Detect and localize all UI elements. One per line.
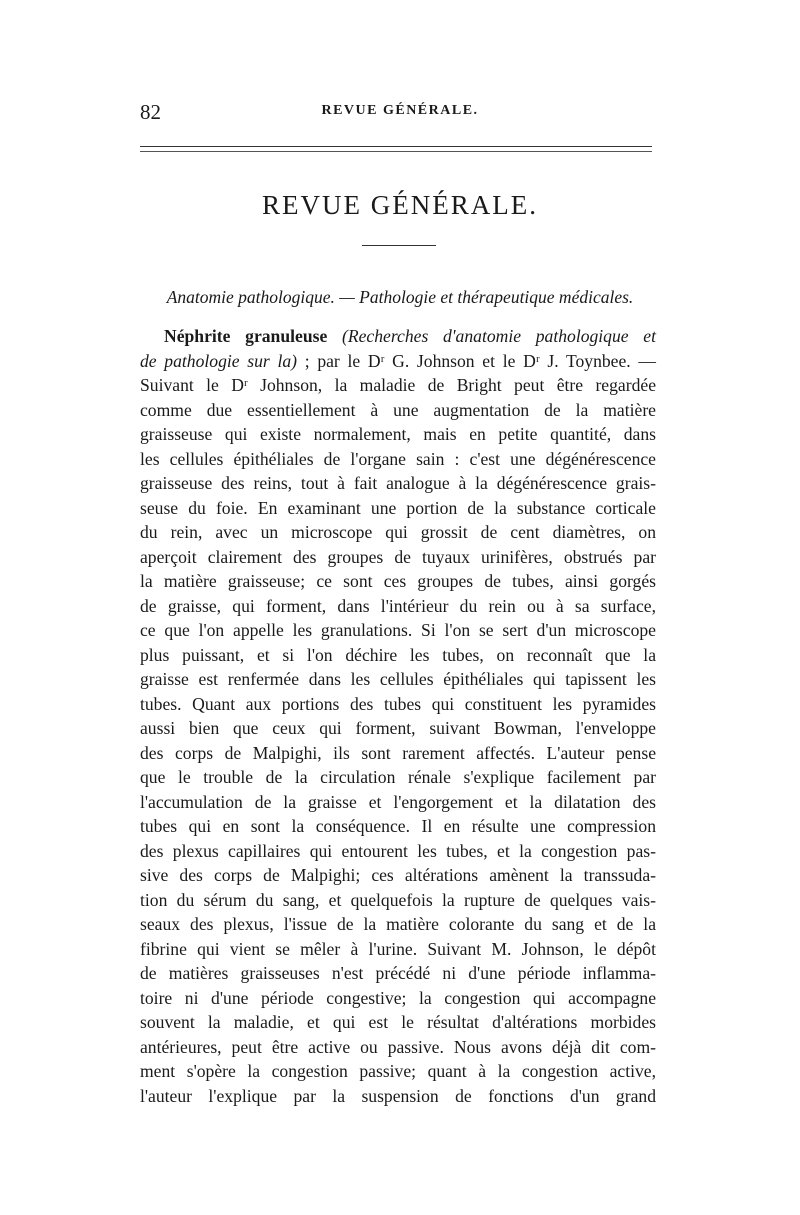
article-line: aperçoit clairement des groupes de tuyaux urinifères, obstrués par: [140, 546, 656, 567]
article-line: de graisse, qui forment, dans l'intérieur du rein ou à sa surface,: [140, 595, 656, 616]
article-line: tubes. Quant aux portions des tubes qui constituent les pyramides: [140, 693, 656, 714]
article-line: souvent la maladie, et qui est le résultat d'altérations morbides: [140, 1012, 656, 1032]
article-line: de matières graisseuses n'est précédé ni d'une période inflamma-: [140, 963, 656, 983]
article-line: seuse du foie. En examinant une portion de la substance corticale: [140, 497, 656, 518]
article-lead-title: Néphrite granuleuse: [164, 326, 328, 346]
article-first-line: [140, 324, 656, 349]
article-line: comme due essentiellement à une augmentation de la matière: [140, 399, 656, 420]
article-body: [140, 324, 656, 1108]
article-line: que le trouble de la circulation rénale s'explique facilement par: [140, 767, 656, 787]
article-line: ce que l'on appelle les granulations. Si l'on se sert d'un microscope: [140, 620, 656, 640]
article-line: plus puissant, et si l'on déchire les tubes, on reconnaît que la: [140, 644, 656, 665]
article-line: aussi bien que ceux qui forment, suivant Bowman, l'enveloppe: [140, 718, 656, 738]
article-line: ment s'opère la congestion passive; quant à la congestion active,: [140, 1061, 656, 1081]
article-line: toire ni d'une période congestive; la congestion qui accompagne: [140, 987, 656, 1008]
article-line: graisse est renfermée dans les cellules épithéliales qui tapissent les: [140, 669, 656, 689]
article-line: la matière graisseuse; ce sont ces groupes de tubes, ainsi gorgés: [140, 571, 656, 591]
article-lead-reference: (Recherches d'anatomie pathologique et: [342, 326, 656, 346]
section-title: REVUE GÉNÉRALE.: [262, 190, 538, 220]
article-line: Suivant le Dʳ Johnson, la maladie de Bright peut être regardée: [140, 375, 656, 395]
article-line: l'accumulation de la graisse et l'engorgement et la dilatation des: [140, 791, 656, 812]
article-lines: [140, 349, 656, 1109]
article-line: du rein, avec un microscope qui grossit de cent diamètres, on: [140, 522, 656, 542]
article-line: graisseuse des reins, tout à fait analogue à la dégénérescence grais-: [140, 473, 656, 493]
article-line: l'auteur l'explique par la suspension de fonctions d'un grand: [140, 1085, 656, 1106]
article-line: graisseuse qui existe normalement, mais en petite quantité, dans: [140, 424, 656, 444]
title-underline: [362, 245, 436, 246]
section-subheading: Anatomie pathologique. — Pathologie et thérapeutique médicales.: [166, 287, 634, 307]
article-line: de pathologie sur la) ; par le Dʳ G. Johnson et le Dʳ J. Toynbee. —: [140, 350, 656, 371]
article-line: fibrine qui vient se mêler à l'urine. Suivant M. Johnson, le dépôt: [140, 938, 656, 959]
article-line: tion du sérum du sang, et quelquefois la rupture de quelques vais-: [140, 889, 656, 910]
page-number: 82: [140, 100, 161, 124]
article-line: des plexus capillaires qui entourent les tubes, et la congestion pas-: [140, 840, 656, 861]
article-line: sive des corps de Malpighi; ces altérations amènent la transsuda-: [140, 865, 656, 885]
article-line: seaux des plexus, l'issue de la matière colorante du sang et de la: [140, 914, 656, 934]
article-line: des corps de Malpighi, ils sont rarement affectés. L'auteur pense: [140, 742, 656, 763]
article-line: antérieures, peut être active ou passive. Nous avons déjà dit com-: [140, 1036, 656, 1057]
running-head: REVUE GÉNÉRALE.: [321, 103, 479, 118]
article-line: tubes qui en sont la conséquence. Il en résulte une compression: [140, 816, 656, 836]
header-double-rule: [140, 146, 652, 152]
article-line: les cellules épithéliales de l'organe sain : c'est une dégénérescence: [140, 448, 656, 469]
